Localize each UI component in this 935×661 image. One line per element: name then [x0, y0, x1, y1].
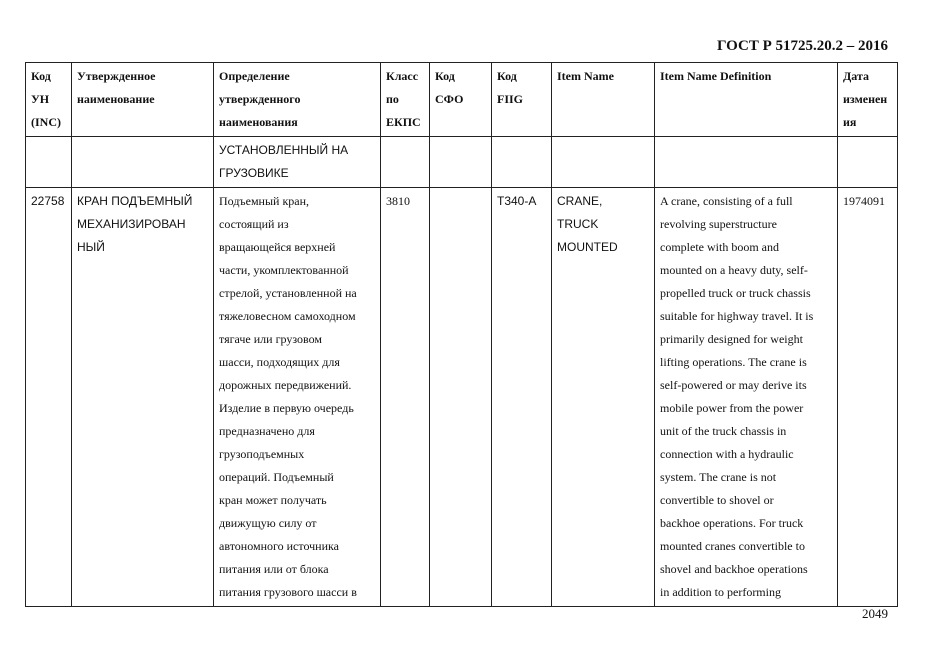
sfo-cell — [430, 188, 492, 607]
text-line: СФО — [435, 92, 464, 106]
text-line: CRANE, — [557, 194, 603, 208]
col-name-header — [72, 63, 214, 137]
text-line: шасси, подходящих для — [219, 355, 340, 369]
text-line: connection with a hydraulic — [660, 447, 794, 461]
item-definition-cell — [655, 188, 838, 607]
text-line: A crane, consisting of a full — [660, 194, 793, 208]
inc-cell: 22758 — [26, 188, 72, 607]
text-line: complete with boom and — [660, 240, 779, 254]
text-line: TRUCK — [557, 217, 599, 231]
continued-definition-cell — [214, 137, 381, 188]
text-line: MOUNTED — [557, 240, 618, 254]
text-line: ЕКПС — [386, 115, 421, 129]
text-line: lifting operations. The crane is — [660, 355, 807, 369]
approved-name-cell — [72, 188, 214, 607]
col-item-definition-header — [655, 63, 838, 137]
fiig-cell: T340-A — [492, 188, 552, 607]
text-line: system. The crane is not — [660, 470, 777, 484]
text-line: наименования — [219, 115, 298, 129]
text-line: УН — [31, 92, 50, 106]
text-line: Item Name — [557, 69, 614, 83]
class-cell: 3810 — [381, 188, 430, 607]
text-line: операций. Подъемный — [219, 470, 334, 484]
col-inc-header — [26, 63, 72, 137]
document-code: ГОСТ Р 51725.20.2 – 2016 — [716, 38, 888, 54]
text-line: стрелой, установленной на — [219, 286, 357, 300]
text-line: питания или от блока — [219, 562, 329, 576]
text-line: suitable for highway travel. It is — [660, 309, 814, 323]
text-line: convertible to shovel or — [660, 493, 774, 507]
text-line: Дата — [843, 69, 869, 83]
text-line: Item Name Definition — [660, 69, 772, 83]
text-line: revolving superstructure — [660, 217, 777, 231]
item-name-cell — [552, 188, 655, 607]
text-line: грузоподъемных — [219, 447, 305, 461]
text-line: shovel and backhoe operations — [660, 562, 808, 576]
text-line: Подъемный кран, — [219, 194, 310, 208]
text-line: утвержденного — [219, 92, 301, 106]
text-line: propelled truck or truck chassis — [660, 286, 811, 300]
text-line: FIIG — [497, 92, 524, 106]
text-line: части, укомплектованной — [219, 263, 349, 277]
text-line: primarily designed for weight — [660, 332, 803, 346]
text-line: КРАН ПОДЪЕМНЫЙ — [77, 194, 193, 208]
text-line: in addition to performing — [660, 585, 781, 599]
text-line: Код — [435, 69, 455, 83]
table-row-continued — [26, 137, 898, 188]
table-row — [26, 188, 898, 607]
text-line: self-powered or may derive its — [660, 378, 807, 392]
text-line: backhoe operations. For truck — [660, 516, 804, 530]
col-fiig-header — [492, 63, 552, 137]
text-line: предназначено для — [219, 424, 315, 438]
text-line: (INC) — [31, 115, 61, 129]
catalog-table — [25, 62, 898, 607]
text-line: ия — [843, 115, 857, 129]
text-line: mounted cranes convertible to — [660, 539, 805, 553]
col-class-header — [381, 63, 430, 137]
text-line: дорожных передвижений. — [219, 378, 352, 392]
text-line: Код — [31, 69, 51, 83]
text-line: Изделие в первую очередь — [219, 401, 354, 415]
col-date-header — [838, 63, 898, 137]
text-line: Утвержденное — [77, 69, 156, 83]
text-line: вращающейся верхней — [219, 240, 336, 254]
text-line: изменен — [843, 92, 888, 106]
text-line: ГРУЗОВИКЕ — [219, 166, 289, 180]
text-line: Определение — [219, 69, 290, 83]
col-definition-header — [214, 63, 381, 137]
col-item-name-header — [552, 63, 655, 137]
table-header-row — [26, 63, 898, 137]
text-line: unit of the truck chassis in — [660, 424, 787, 438]
page-number: 2049 — [862, 606, 888, 621]
text-line: mounted on a heavy duty, self- — [660, 263, 808, 277]
text-line: mobile power from the power — [660, 401, 804, 415]
text-line: МЕХАНИЗИРОВАН — [77, 217, 186, 231]
text-line: автономного источника — [219, 539, 339, 553]
text-line: УСТАНОВЛЕННЫЙ НА — [219, 143, 349, 157]
col-sfo-header — [430, 63, 492, 137]
text-line: тяжеловесном самоходном — [219, 309, 356, 323]
text-line: по — [386, 92, 399, 106]
text-line: Код — [497, 69, 517, 83]
text-line: кран может получать — [219, 493, 327, 507]
text-line: питания грузового шасси в — [219, 585, 357, 599]
definition-cell — [214, 188, 381, 607]
text-line: состоящий из — [219, 217, 289, 231]
text-line: тягаче или грузовом — [219, 332, 322, 346]
text-line: Класс — [386, 69, 419, 83]
text-line: наименование — [77, 92, 155, 106]
text-line: движущую силу от — [219, 516, 317, 530]
text-line: НЫЙ — [77, 240, 105, 254]
date-cell: 1974091 — [838, 188, 898, 607]
